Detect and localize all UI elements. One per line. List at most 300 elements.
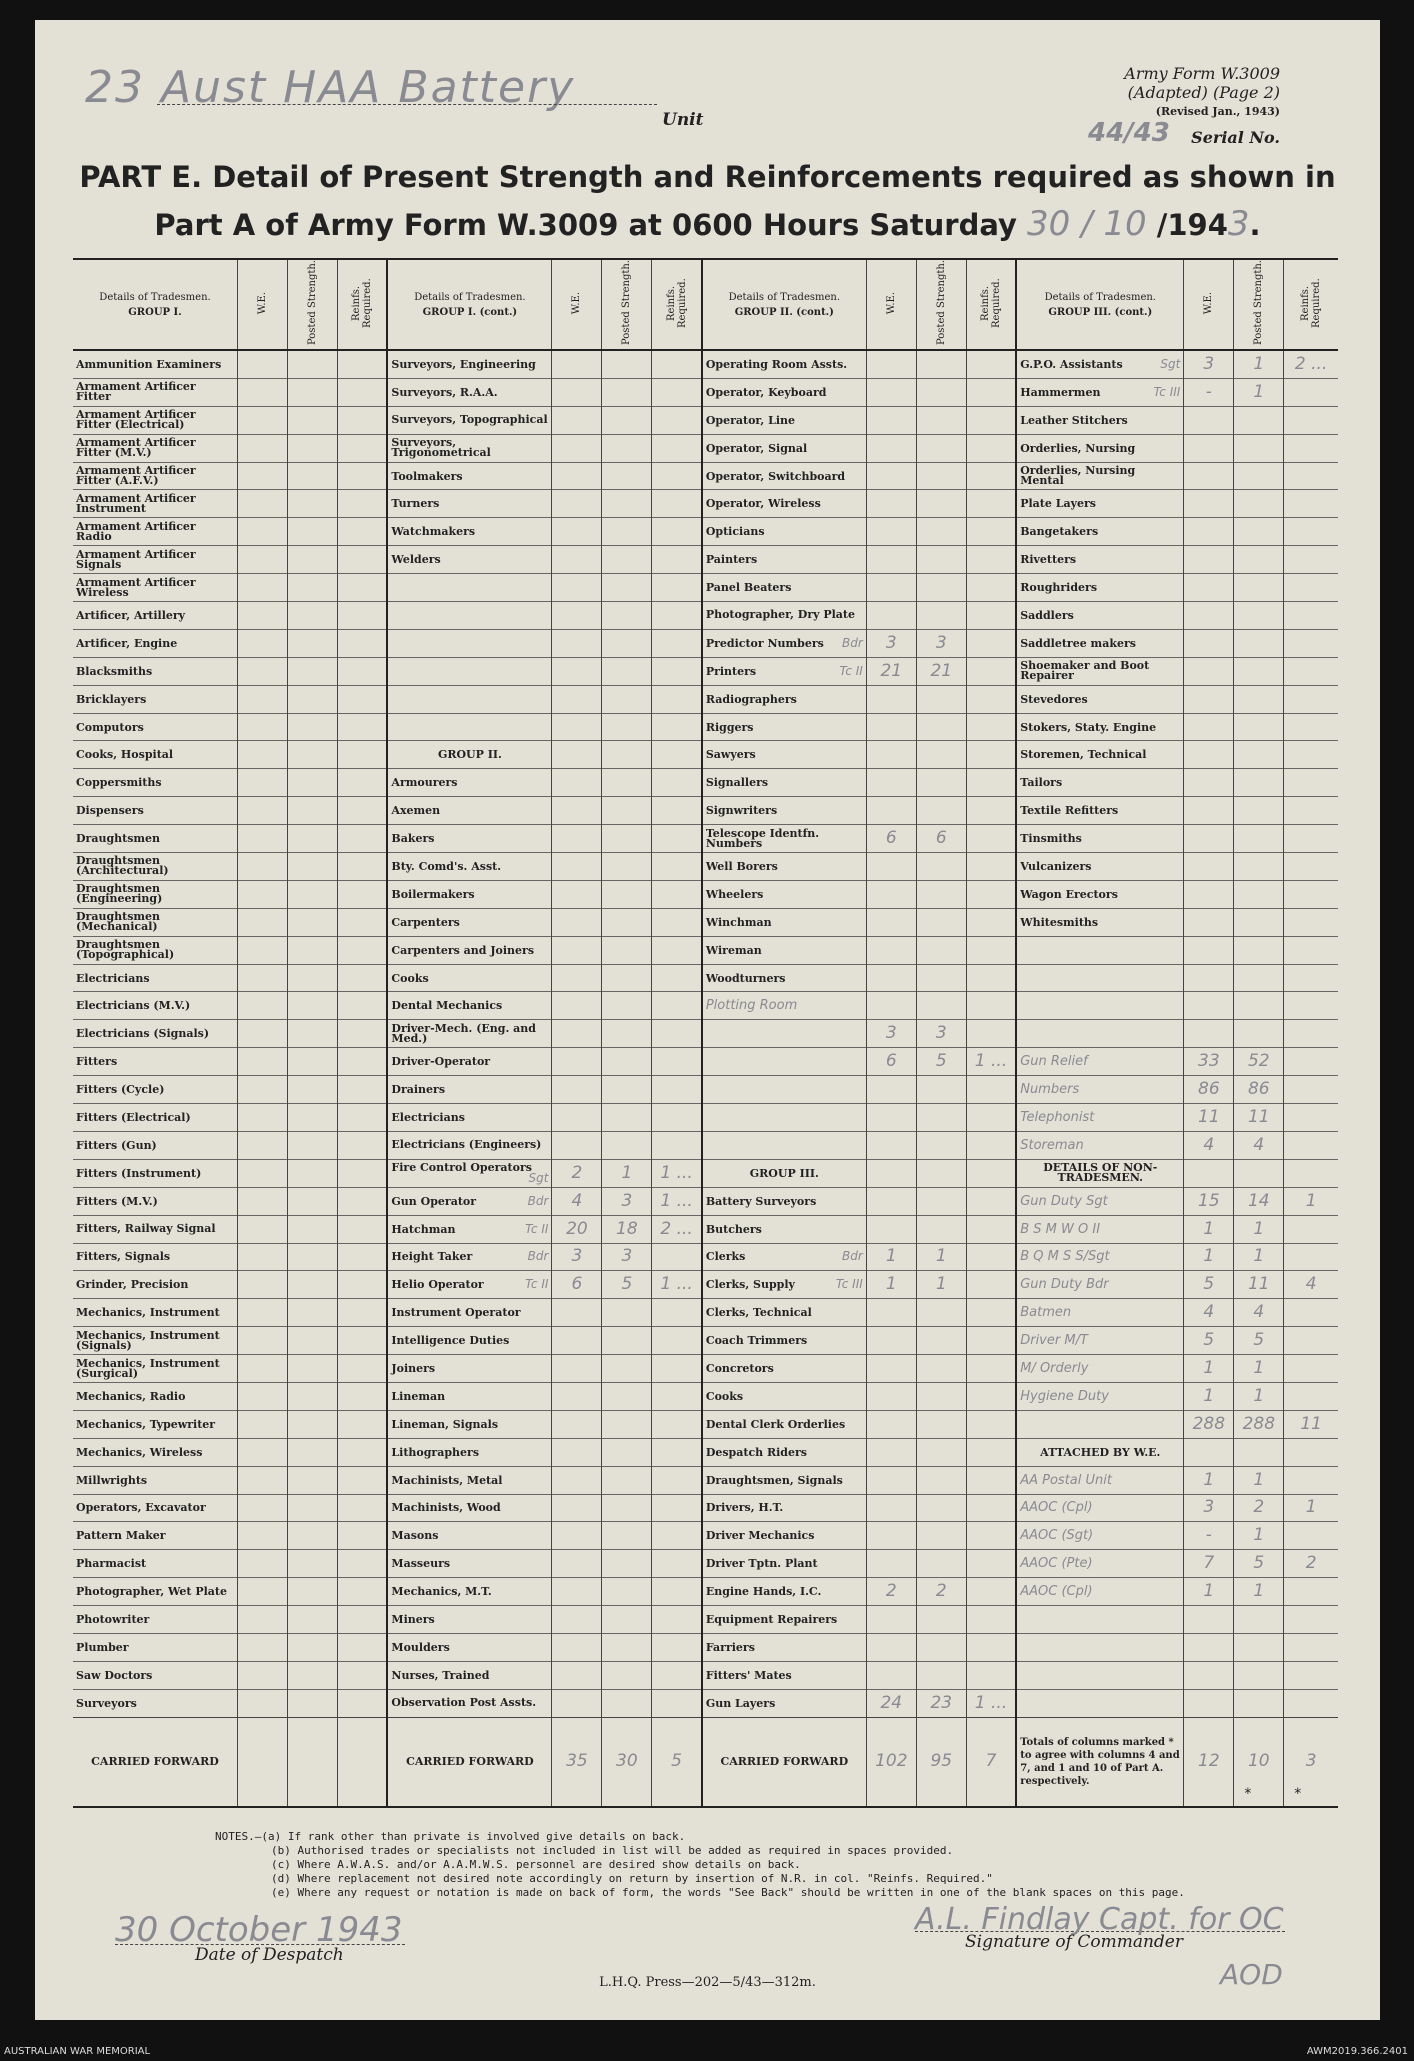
- we-value: [1184, 853, 1234, 881]
- reinfs-required-value: [1284, 1159, 1338, 1187]
- we-value: [552, 1299, 602, 1327]
- table-row: [73, 713, 1338, 741]
- posted-strength-value: [916, 908, 966, 936]
- column-header-we: [552, 259, 602, 350]
- we-value: [238, 1661, 288, 1689]
- posted-strength-value: [916, 1494, 966, 1522]
- serial-label: Serial No.: [1191, 128, 1280, 147]
- table-row: [73, 378, 1338, 406]
- trade-name: Draughtsmen (Mechanical): [76, 910, 161, 934]
- reinfs-required-value: [652, 546, 702, 574]
- trade-name: Masons: [387, 1522, 552, 1550]
- we-value: [238, 1048, 288, 1076]
- reinfs-required-value: [652, 1076, 702, 1104]
- reinfs-required-value: [1284, 992, 1338, 1020]
- trade-name: Predictor Numbers Bdr: [702, 629, 867, 657]
- reinfs-required-value: [337, 936, 387, 964]
- posted-strength-value: [602, 1438, 652, 1466]
- we-value: [1184, 908, 1234, 936]
- reinfs-required-value: [1284, 1299, 1338, 1327]
- column-header-reinfs-text: Reinfs. Required.: [979, 278, 1002, 328]
- table-row: [73, 769, 1338, 797]
- posted-strength-value: [287, 546, 337, 574]
- posted-strength-value: [916, 1522, 966, 1550]
- trade-name: [702, 1076, 867, 1104]
- reinfs-required-value: [1284, 490, 1338, 518]
- trade-name: Photographer, Wet Plate: [76, 1584, 228, 1598]
- trade-name: Lineman: [387, 1382, 552, 1410]
- we-value: [238, 518, 288, 546]
- trade-name: Mechanics, M.T.: [387, 1578, 552, 1606]
- posted-strength-value: [916, 602, 966, 630]
- we-value: [238, 1131, 288, 1159]
- posted-strength-value: 5: [602, 1271, 652, 1299]
- reinfs-required-value: [966, 1076, 1016, 1104]
- posted-strength-value: 5: [1234, 1550, 1284, 1578]
- trade-name: [1016, 936, 1184, 964]
- trade-name: [387, 685, 552, 713]
- we-value: [552, 1104, 602, 1132]
- we-value: 6: [866, 825, 916, 853]
- note-line: (e) Where any request or notation is made on back of form, the words "See Back" should be written in one of the blank spaces on this page.: [271, 1886, 1185, 1899]
- table-row: [73, 741, 1338, 769]
- posted-strength-value: [287, 462, 337, 490]
- posted-strength-value: [1234, 741, 1284, 769]
- reinfs-required-value: [1284, 546, 1338, 574]
- reinfs-required-value: [1284, 1438, 1338, 1466]
- we-value: [238, 797, 288, 825]
- reinfs-required-value: [337, 1131, 387, 1159]
- handwritten-trade: Plotting Room: [702, 992, 867, 1020]
- posted-strength-value: [287, 518, 337, 546]
- we-value: 7: [1184, 1550, 1234, 1578]
- we-value: 3: [1184, 350, 1234, 378]
- reinfs-required-value: [337, 1494, 387, 1522]
- we-value: [552, 574, 602, 602]
- column-header-posted-text: Posted Strength.: [1253, 260, 1265, 346]
- trade-name: Electricians (Signals): [76, 1027, 210, 1041]
- posted-strength-value: [287, 1550, 337, 1578]
- reinfs-required-value: [1284, 1382, 1338, 1410]
- total-reinfs-required: 7: [966, 1717, 1016, 1807]
- reinfs-required-value: [337, 1382, 387, 1410]
- reinfs-required-value: [337, 769, 387, 797]
- we-value: [552, 462, 602, 490]
- reinfs-required-value: [1284, 880, 1338, 908]
- posted-strength-value: [602, 546, 652, 574]
- column-header-reinfs: [337, 259, 387, 350]
- table-row: [73, 1466, 1338, 1494]
- we-value: [1184, 964, 1234, 992]
- we-value: 1: [1184, 1243, 1234, 1271]
- we-value: [866, 1550, 916, 1578]
- table-row: [73, 406, 1338, 434]
- handwritten-trade: B Q M S S/Sgt: [1016, 1243, 1184, 1271]
- trade-name: Wheelers: [702, 880, 867, 908]
- trade-name: Clerks, Supply Tc III: [702, 1271, 867, 1299]
- posted-strength-value: [602, 964, 652, 992]
- reinfs-required-value: [1284, 825, 1338, 853]
- handwritten-trade: B S M W O II: [1016, 1215, 1184, 1243]
- we-value: [866, 880, 916, 908]
- posted-strength-value: [287, 1355, 337, 1383]
- reinfs-required-value: [652, 350, 702, 378]
- table-row: [73, 518, 1338, 546]
- reinfs-required-value: [1284, 1076, 1338, 1104]
- trade-name: Draughtsmen (Topographical): [76, 938, 175, 962]
- reinfs-required-value: [337, 1550, 387, 1578]
- posted-strength-value: [1234, 629, 1284, 657]
- we-value: [238, 685, 288, 713]
- trade-name: Photographer, Dry Plate: [702, 602, 867, 630]
- reinfs-required-value: 1 ...: [966, 1689, 1016, 1717]
- table-row: [73, 1410, 1338, 1438]
- posted-strength-value: [1234, 908, 1284, 936]
- we-value: [552, 1578, 602, 1606]
- reinfs-required-value: [652, 1466, 702, 1494]
- posted-strength-value: [916, 434, 966, 462]
- rank-note-handwritten: Sgt: [528, 1171, 549, 1186]
- unit-handwritten: 23 Aust HAA Battery: [85, 62, 576, 113]
- we-value: 3: [866, 1020, 916, 1048]
- posted-strength-value: [602, 1578, 652, 1606]
- reinfs-required-value: [966, 1438, 1016, 1466]
- posted-strength-value: [287, 629, 337, 657]
- posted-strength-value: [916, 1606, 966, 1634]
- we-value: [1184, 797, 1234, 825]
- trade-name: Signallers: [702, 769, 867, 797]
- trade-name: Roughriders: [1016, 574, 1184, 602]
- reinfs-required-value: [1284, 574, 1338, 602]
- reinfs-required-value: [652, 936, 702, 964]
- title-year: /194: [1156, 208, 1228, 242]
- reinfs-required-value: [966, 713, 1016, 741]
- title-prefix: Part A of Army Form W.3009 at 0600 Hours Saturday: [154, 208, 1017, 242]
- posted-strength-value: [287, 1131, 337, 1159]
- reinfs-required-value: [337, 629, 387, 657]
- table-row: [73, 1020, 1338, 1048]
- column-header-reinfs-text: Reinfs. Required.: [1300, 278, 1323, 328]
- column-header-posted: [602, 259, 652, 350]
- we-value: [552, 685, 602, 713]
- posted-strength-value: [602, 406, 652, 434]
- trade-name: [1016, 1020, 1184, 1048]
- column-header-posted-text: Posted Strength.: [935, 260, 947, 346]
- column-header-we-text: W.E.: [571, 291, 583, 315]
- rank-note-handwritten: Tc II: [525, 1221, 549, 1236]
- we-value: [238, 713, 288, 741]
- posted-strength-value: 6: [916, 825, 966, 853]
- we-value: [866, 1159, 916, 1187]
- trade-name: Driver-Operator: [387, 1048, 552, 1076]
- reinfs-required-value: [337, 378, 387, 406]
- reinfs-required-value: [1284, 741, 1338, 769]
- column-header-we: [238, 259, 288, 350]
- reinfs-required-value: [1284, 936, 1338, 964]
- we-value: [238, 434, 288, 462]
- posted-strength-value: [287, 1661, 337, 1689]
- we-value: 5: [1184, 1271, 1234, 1299]
- reinfs-required-value: [652, 1661, 702, 1689]
- total-we: [238, 1717, 288, 1807]
- reinfs-required-value: [652, 602, 702, 630]
- table-row: [73, 629, 1338, 657]
- posted-strength-value: [1234, 1020, 1284, 1048]
- trade-name: Armament Artificer Fitter: [76, 380, 196, 404]
- trade-name: [1016, 964, 1184, 992]
- we-value: [238, 1020, 288, 1048]
- reinfs-required-value: [966, 1382, 1016, 1410]
- trade-name: Mechanics, Typewriter: [76, 1417, 216, 1431]
- reinfs-required-value: [652, 825, 702, 853]
- posted-strength-value: 21: [916, 657, 966, 685]
- trade-name: DETAILS OF NON-TRADESMEN.: [1016, 1159, 1184, 1187]
- reinfs-required-value: [652, 518, 702, 546]
- trade-name: Coach Trimmers: [702, 1327, 867, 1355]
- trade-name: Opticians: [702, 518, 867, 546]
- posted-strength-value: [602, 434, 652, 462]
- reinfs-required-value: [337, 741, 387, 769]
- reinfs-required-value: [337, 880, 387, 908]
- we-value: [552, 741, 602, 769]
- we-value: [238, 350, 288, 378]
- reinfs-required-value: [966, 992, 1016, 1020]
- we-value: [552, 1382, 602, 1410]
- trade-name: Panel Beaters: [702, 574, 867, 602]
- posted-strength-value: [1234, 1689, 1284, 1717]
- we-value: [238, 741, 288, 769]
- trade-name: Height Taker Bdr: [387, 1243, 552, 1271]
- we-value: [1184, 936, 1234, 964]
- posted-strength-value: [916, 1466, 966, 1494]
- posted-strength-value: [287, 853, 337, 881]
- trade-name: Armament Artificer Fitter (Electrical): [76, 408, 196, 432]
- reinfs-required-value: [966, 685, 1016, 713]
- reinfs-required-value: [652, 992, 702, 1020]
- we-value: [238, 908, 288, 936]
- we-value: 3: [866, 629, 916, 657]
- we-value: [552, 1661, 602, 1689]
- reinfs-required-value: [1284, 602, 1338, 630]
- reinfs-required-value: [652, 880, 702, 908]
- trade-name: Telescope Identfn. Numbers: [702, 825, 867, 853]
- we-value: [866, 602, 916, 630]
- trade-name: Dispensers: [76, 804, 144, 818]
- posted-strength-value: [1234, 518, 1284, 546]
- reinfs-required-value: [966, 406, 1016, 434]
- we-value: [552, 518, 602, 546]
- posted-strength-value: 1: [1234, 378, 1284, 406]
- trade-name: Grinder, Precision: [76, 1278, 189, 1292]
- posted-strength-value: [1234, 713, 1284, 741]
- posted-strength-value: [287, 1215, 337, 1243]
- trade-name: Boilermakers: [387, 880, 552, 908]
- trade-name: Armament Artificer Signals: [76, 547, 196, 571]
- reinfs-required-value: [337, 518, 387, 546]
- table-row: [73, 1327, 1338, 1355]
- we-value: [238, 629, 288, 657]
- trade-name: Draughtsmen (Architectural): [76, 854, 169, 878]
- we-value: 6: [866, 1048, 916, 1076]
- we-value: [866, 853, 916, 881]
- trade-name: [1016, 1661, 1184, 1689]
- posted-strength-value: [287, 1104, 337, 1132]
- reinfs-required-value: [337, 685, 387, 713]
- we-value: [866, 741, 916, 769]
- posted-strength-value: 1: [916, 1271, 966, 1299]
- trade-name: Whitesmiths: [1016, 908, 1184, 936]
- we-value: 2: [866, 1578, 916, 1606]
- we-value: [866, 574, 916, 602]
- reinfs-required-value: [1284, 853, 1338, 881]
- posted-strength-value: [916, 1550, 966, 1578]
- posted-strength-value: [916, 574, 966, 602]
- reinfs-required-value: [337, 350, 387, 378]
- reinfs-required-value: 1 ...: [652, 1187, 702, 1215]
- we-value: 1: [1184, 1382, 1234, 1410]
- trade-name: Photowriter: [76, 1613, 150, 1627]
- we-value: 33: [1184, 1048, 1234, 1076]
- reinfs-required-value: [337, 1048, 387, 1076]
- table-row: [73, 825, 1338, 853]
- table-row: [73, 1159, 1338, 1187]
- we-value: [552, 1327, 602, 1355]
- we-value: [866, 1104, 916, 1132]
- reinfs-required-value: [337, 1159, 387, 1187]
- trade-name: GROUP II.: [387, 741, 552, 769]
- posted-strength-value: [287, 1606, 337, 1634]
- trade-name: Mechanics, Instrument (Signals): [76, 1328, 220, 1352]
- posted-strength-value: [1234, 880, 1284, 908]
- trade-name: Coppersmiths: [76, 776, 162, 790]
- reinfs-required-value: [337, 1689, 387, 1717]
- posted-strength-value: [602, 797, 652, 825]
- we-value: [552, 964, 602, 992]
- table-row: [73, 1299, 1338, 1327]
- we-value: [1184, 546, 1234, 574]
- we-value: [238, 1243, 288, 1271]
- we-value: [238, 1187, 288, 1215]
- asterisk-marker: *: [1244, 1785, 1252, 1802]
- trade-name: G.P.O. Assistants Sgt: [1016, 350, 1184, 378]
- reinfs-required-value: [652, 462, 702, 490]
- we-value: [866, 1299, 916, 1327]
- trade-name: Clerks Bdr: [702, 1243, 867, 1271]
- we-value: [238, 1076, 288, 1104]
- we-value: [552, 1550, 602, 1578]
- we-value: 6: [552, 1271, 602, 1299]
- we-value: [552, 1494, 602, 1522]
- rank-note-handwritten: Tc III: [835, 1277, 863, 1292]
- we-value: [866, 1494, 916, 1522]
- reinfs-required-value: [337, 1578, 387, 1606]
- trade-name: Armament Artificer Instrument: [76, 491, 196, 515]
- trade-name: Carpenters and Joiners: [387, 936, 552, 964]
- posted-strength-value: 4: [1234, 1299, 1284, 1327]
- reinfs-required-value: [1284, 964, 1338, 992]
- posted-strength-value: [287, 434, 337, 462]
- reinfs-required-value: [966, 1466, 1016, 1494]
- trade-name: Bty. Comd's. Asst.: [387, 853, 552, 881]
- table-row: [73, 602, 1338, 630]
- rank-note-handwritten: Tc II: [525, 1277, 549, 1292]
- posted-strength-value: [916, 880, 966, 908]
- trade-name: Cooks: [702, 1382, 867, 1410]
- reinfs-required-value: [337, 546, 387, 574]
- reinfs-required-value: [966, 1020, 1016, 1048]
- table-row: [73, 1689, 1338, 1717]
- posted-strength-value: [602, 1410, 652, 1438]
- reinfs-required-value: [652, 964, 702, 992]
- trade-name: Driver Tptn. Plant: [702, 1550, 867, 1578]
- trade-name: Lineman, Signals: [387, 1410, 552, 1438]
- reinfs-required-value: [652, 1327, 702, 1355]
- we-value: [552, 602, 602, 630]
- we-value: 1: [866, 1271, 916, 1299]
- reinfs-required-value: [337, 964, 387, 992]
- trade-name: ATTACHED BY W.E.: [1016, 1438, 1184, 1466]
- posted-strength-value: [287, 825, 337, 853]
- reinfs-required-value: [337, 602, 387, 630]
- total-reinfs-required: 3 *: [1284, 1717, 1338, 1807]
- posted-strength-value: [287, 1494, 337, 1522]
- trade-name: Axemen: [387, 797, 552, 825]
- despatch-label: Date of Despatch: [195, 1945, 344, 1965]
- posted-strength-value: [602, 713, 652, 741]
- reinfs-required-value: [1284, 629, 1338, 657]
- we-value: [238, 574, 288, 602]
- details-header-label: Details of Tradesmen.: [414, 291, 526, 303]
- we-value: 11: [1184, 1104, 1234, 1132]
- trade-name: Fitters, Signals: [76, 1250, 171, 1264]
- trade-name: Butchers: [702, 1215, 867, 1243]
- posted-strength-value: [287, 685, 337, 713]
- form-identifier: [1040, 64, 1280, 121]
- we-value: 3: [552, 1243, 602, 1271]
- trade-name: Armourers: [387, 769, 552, 797]
- table-row: [73, 1661, 1338, 1689]
- reinfs-required-value: [1284, 462, 1338, 490]
- carried-forward-label: CARRIED FORWARD: [702, 1717, 867, 1807]
- trade-name: Farriers: [702, 1633, 867, 1661]
- form-adapted: (Adapted) (Page 2): [1127, 83, 1280, 102]
- trade-name: Mechanics, Instrument: [76, 1306, 220, 1320]
- we-value: [1184, 574, 1234, 602]
- trade-name: Machinists, Wood: [387, 1494, 552, 1522]
- posted-strength-value: [1234, 797, 1284, 825]
- trade-name: Instrument Operator: [387, 1299, 552, 1327]
- trade-name: [387, 574, 552, 602]
- we-value: [1184, 741, 1234, 769]
- trade-name: Saddletree makers: [1016, 629, 1184, 657]
- we-value: [866, 1606, 916, 1634]
- reinfs-required-value: [652, 490, 702, 518]
- posted-strength-value: [1234, 434, 1284, 462]
- we-value: [238, 1494, 288, 1522]
- trade-name: Artificer, Artillery: [76, 608, 186, 622]
- we-value: [866, 1438, 916, 1466]
- we-value: [238, 992, 288, 1020]
- posted-strength-value: [287, 908, 337, 936]
- we-value: [238, 1410, 288, 1438]
- we-value: [552, 406, 602, 434]
- reinfs-required-value: [1284, 1215, 1338, 1243]
- we-value: 4: [1184, 1131, 1234, 1159]
- we-value: [552, 434, 602, 462]
- trade-name: Orderlies, Nursing Mental: [1016, 462, 1184, 490]
- we-value: [866, 406, 916, 434]
- we-value: [1184, 490, 1234, 518]
